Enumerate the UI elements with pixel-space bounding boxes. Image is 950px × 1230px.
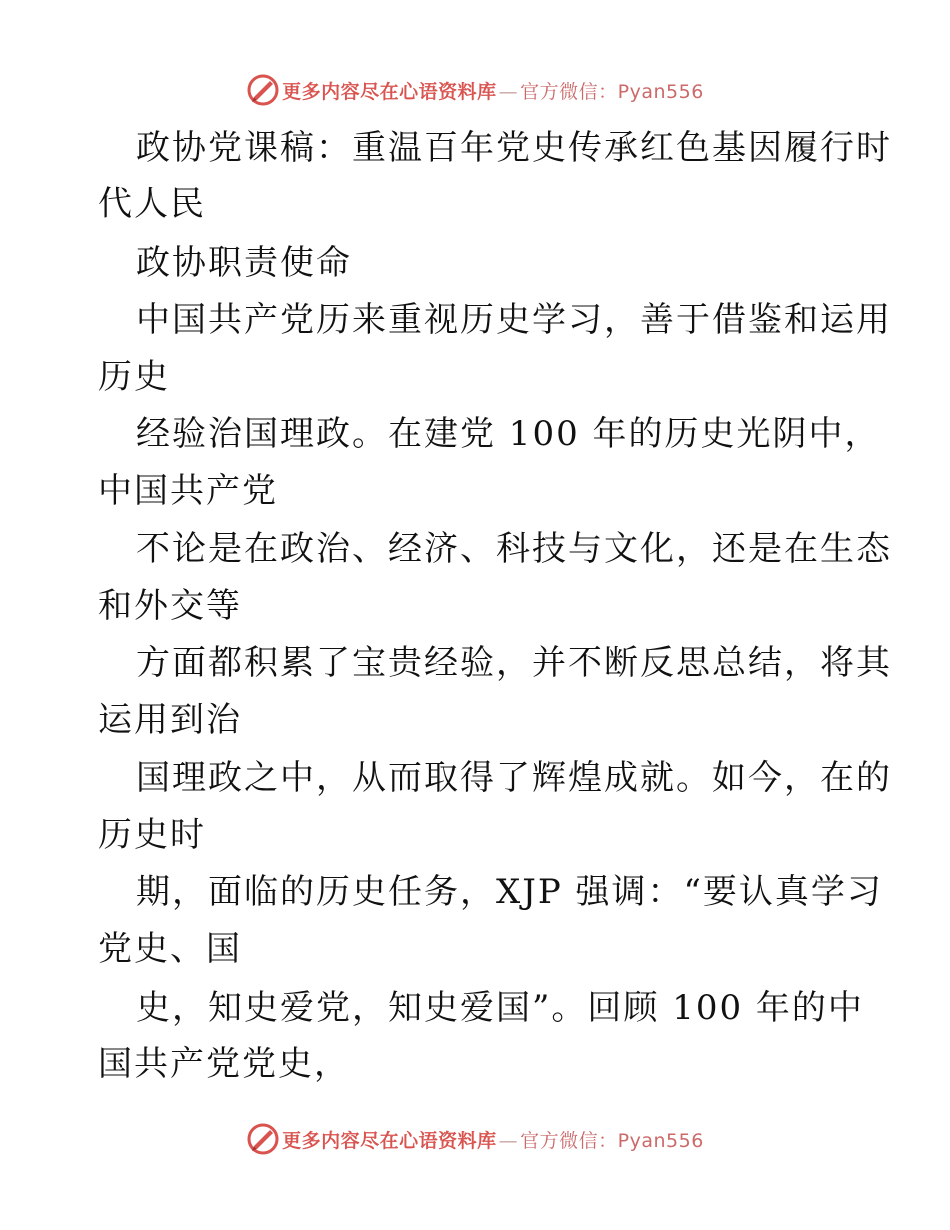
header-watermark xyxy=(0,70,950,110)
text-line-7: 中国共产党 xyxy=(98,471,278,511)
text-line-1: 政协党课稿：重温百年党史传承红色基因履行时 xyxy=(136,128,892,168)
text-line-13: 历史时 xyxy=(98,815,206,855)
text-line-17: 国共产党党史， xyxy=(98,1044,350,1084)
watermark-contact-text: 官方微信：Pyan556 xyxy=(520,1129,704,1152)
watermark-dash: — xyxy=(498,1129,519,1152)
watermark-site-text: 更多内容尽在心语资料库 xyxy=(282,80,497,103)
text-line-11: 运用到治 xyxy=(98,700,242,740)
pen-logo-icon xyxy=(246,73,280,107)
text-line-10: 方面都积累了宝贵经验，并不断反思总结，将其 xyxy=(136,643,892,683)
watermark-contact-text: 官方微信：Pyan556 xyxy=(520,80,704,103)
text-line-16: 史，知史爱党，知史爱国”。回顾 100 年的中 xyxy=(136,988,864,1028)
text-line-6: 经验治国理政。在建党 100 年的历史光阴中， xyxy=(136,414,881,454)
text-line-5: 历史 xyxy=(98,357,170,397)
pen-logo-icon xyxy=(246,1122,280,1156)
footer-watermark xyxy=(0,1119,950,1159)
watermark-site-text: 更多内容尽在心语资料库 xyxy=(282,1129,497,1152)
text-line-12: 国理政之中，从而取得了辉煌成就。如今，在的 xyxy=(136,758,892,798)
text-line-2: 代人民 xyxy=(98,184,206,224)
text-line-4: 中国共产党历来重视历史学习，善于借鉴和运用 xyxy=(136,300,892,340)
text-line-3: 政协职责使命 xyxy=(136,243,352,283)
text-line-8: 不论是在政治、经济、科技与文化，还是在生态 xyxy=(136,529,892,569)
text-line-9: 和外交等 xyxy=(98,586,242,626)
text-line-14: 期，面临的历史任务，XJP 强调：“要认真学习 xyxy=(136,872,883,912)
watermark-dash: — xyxy=(498,80,519,103)
text-line-15: 党史、国 xyxy=(98,929,242,969)
